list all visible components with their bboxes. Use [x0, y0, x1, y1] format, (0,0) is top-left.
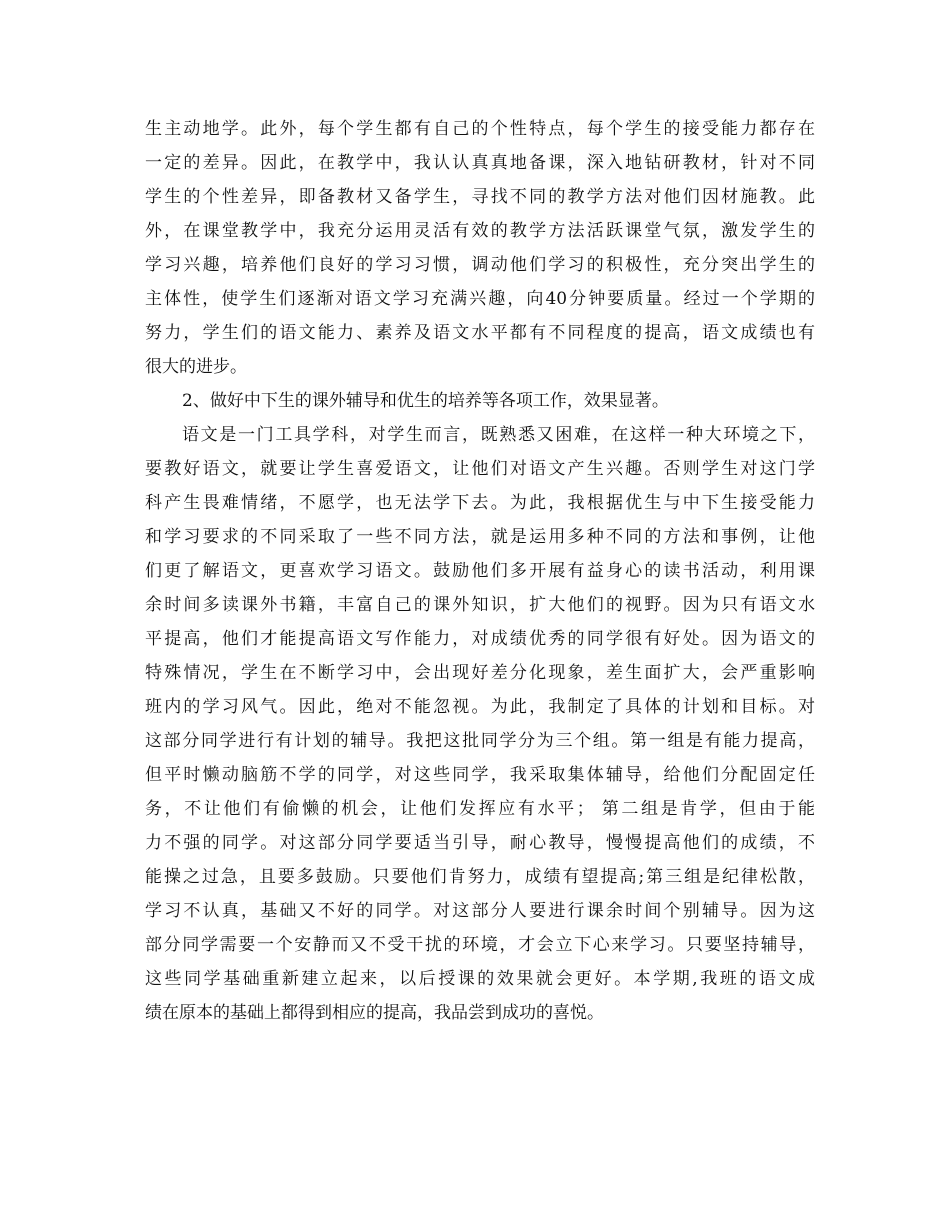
- text-line: 一定的差异。因此，在教学中，我认认真真地备课，深入地钻研教材，针对不同: [145, 153, 815, 173]
- text-line: 学习兴趣，培养他们良好的学习习惯，调动他们学习的积极性，充分突出学生的: [145, 255, 815, 275]
- text-line: 主体性，使学生们逐渐对语文学习充满兴趣，向40分钟要质量。经过一个学期的: [145, 289, 815, 309]
- text-line: 平提高，他们才能提高语文写作能力，对成绩优秀的同学很有好处。因为语文的: [145, 629, 815, 649]
- text-line: 努力，学生们的语文能力、素养及语文水平都有不同程度的提高，语文成绩也有: [145, 323, 815, 343]
- text-line: 这部分同学进行有计划的辅导。我把这批同学分为三个组。第一组是有能力提高，: [145, 731, 815, 751]
- text-line: 但平时懒动脑筋不学的同学，对这些同学，我采取集体辅导，给他们分配固定任: [145, 765, 815, 785]
- text-line: 们更了解语文，更喜欢学习语文。鼓励他们多开展有益身心的读书活动，利用课: [145, 561, 815, 581]
- text-line: 部分同学需要一个安静而又不受干扰的环境，才会立下心来学习。只要坚持辅导，: [145, 935, 815, 955]
- text-line: 班内的学习风气。因此，绝对不能忽视。为此，我制定了具体的计划和目标。对: [145, 697, 815, 717]
- text-line: 余时间多读课外书籍，丰富自己的课外知识，扩大他们的视野。因为只有语文水: [145, 595, 815, 615]
- section-heading: [145, 384, 815, 418]
- text-line: 这些同学基础重新建立起来，以后授课的效果就会更好。本学期,我班的语文成: [145, 969, 815, 989]
- text-line: 绩在原本的基础上都得到相应的提高，我品尝到成功的喜悦。: [145, 1003, 604, 1023]
- text-line: 要教好语文，就要让学生喜爱语文，让他们对语文产生兴趣。否则学生对这门学: [145, 459, 815, 479]
- text-line: 外，在课堂教学中，我充分运用灵活有效的教学方法活跃课堂气氛，激发学生的: [145, 221, 815, 241]
- text-line: 力不强的同学。对这部分同学要适当引导，耐心教导，慢慢提高他们的成绩，不: [145, 833, 815, 853]
- text-line: 学生的个性差异，即备教材又备学生，寻找不同的教学方法对他们因材施教。此: [145, 187, 815, 207]
- text-line: 能操之过急，且要多鼓励。只要他们肯努力，成绩有望提高;第三组是纪律松散，: [145, 867, 815, 887]
- text-line: 很大的进步。: [145, 357, 247, 377]
- heading-line: 2、做好中下生的课外辅导和优生的培养等各项工作，效果显著。: [182, 391, 669, 411]
- text-line: 务，不让他们有偷懒的机会，让他们发挥应有水平； 第二组是肯学，但由于能: [145, 799, 815, 819]
- text-line: 和学习要求的不同采取了一些不同方法，就是运用多种不同的方法和事例，让他: [145, 527, 815, 547]
- text-line: 语文是一门工具学科，对学生而言，既熟悉又困难，在这样一种大环境之下，: [182, 425, 815, 445]
- document-body: [145, 112, 815, 1030]
- paragraph: [145, 112, 815, 384]
- text-line: 生主动地学。此外，每个学生都有自己的个性特点，每个学生的接受能力都存在: [145, 119, 815, 139]
- paragraph: [145, 418, 815, 1030]
- text-line: 科产生畏难情绪，不愿学，也无法学下去。为此，我根据优生与中下生接受能力: [145, 493, 815, 513]
- text-line: 特殊情况，学生在不断学习中，会出现好差分化现象，差生面扩大，会严重影响: [145, 663, 815, 683]
- text-line: 学习不认真，基础又不好的同学。对这部分人要进行课余时间个别辅导。因为这: [145, 901, 815, 921]
